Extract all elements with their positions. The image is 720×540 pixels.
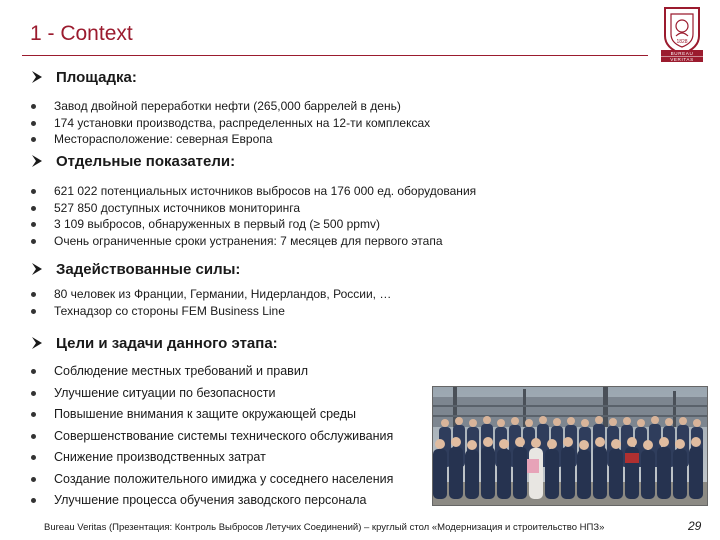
bullet-dot-icon bbox=[31, 137, 36, 142]
bullet-dot-icon bbox=[31, 391, 36, 396]
section-title: Площадка: bbox=[56, 69, 137, 86]
arrow-bullet-icon bbox=[30, 336, 44, 350]
list-item: 80 человек из Франции, Германии, Нидерландов, России, … bbox=[30, 286, 391, 303]
arrow-bullet-icon bbox=[30, 154, 44, 168]
section-title: Задействованные силы: bbox=[56, 261, 241, 278]
bullet-dot-icon bbox=[31, 434, 36, 439]
bullet-dot-icon bbox=[31, 239, 36, 244]
arrow-bullet-icon bbox=[30, 70, 44, 84]
bullet-dot-icon bbox=[31, 309, 36, 314]
section-title: Цели и задачи данного этапа: bbox=[56, 335, 278, 352]
bullet-dot-icon bbox=[31, 121, 36, 126]
arrow-bullet-icon bbox=[30, 262, 44, 276]
list-item: Месторасположение: северная Европа bbox=[30, 131, 430, 148]
footer-text: Bureau Veritas (Презентация: Контроль Выбросов Летучих Соединений) – круглый стол «Модернизация и строительство НПЗ» bbox=[44, 522, 605, 533]
list-item: Соблюдение местных требований и правил bbox=[30, 361, 393, 383]
list-item: Улучшение ситуации по безопасности bbox=[30, 383, 393, 405]
logo-year: 1828 bbox=[676, 39, 688, 45]
bullet-dot-icon bbox=[31, 455, 36, 460]
list-item: Завод двойной переработки нефти (265,000 баррелей в день) bbox=[30, 98, 430, 115]
title-divider bbox=[22, 55, 648, 56]
list-item: 621 022 потенциальных источников выбросов на 176 000 ед. оборудования bbox=[30, 183, 476, 200]
bullet-dot-icon bbox=[31, 292, 36, 297]
list-item: Совершенствование системы технического обслуживания bbox=[30, 426, 393, 448]
section-title: Отдельные показатели: bbox=[56, 153, 236, 170]
team-photo-illustration bbox=[433, 387, 707, 505]
bullet-dot-icon bbox=[31, 369, 36, 374]
logo-text-bureau: BUREAU bbox=[670, 50, 694, 56]
team-group-photo bbox=[432, 386, 708, 506]
list-item: Снижение производственных затрат bbox=[30, 447, 393, 469]
bureau-veritas-logo bbox=[657, 6, 707, 62]
section-resources bbox=[30, 260, 391, 319]
list-item: 174 установки производства, распределенных на 12-ти комплексах bbox=[30, 115, 430, 132]
bullet-dot-icon bbox=[31, 189, 36, 194]
list-item: 527 850 доступных источников мониторинга bbox=[30, 200, 476, 217]
list-item: 3 109 выбросов, обнаруженных в первый год (≥ 500 ppmv) bbox=[30, 216, 476, 233]
logo-text-veritas: VERITAS bbox=[670, 56, 694, 62]
bullet-dot-icon bbox=[31, 206, 36, 211]
bullet-dot-icon bbox=[31, 477, 36, 482]
slide-title: 1 - Context bbox=[30, 22, 133, 45]
list-item: Повышение внимания к защите окружающей среды bbox=[30, 404, 393, 426]
list-item: Очень ограниченные сроки устранения: 7 месяцев для первого этапа bbox=[30, 233, 476, 250]
section-indicators bbox=[30, 152, 476, 249]
bullet-dot-icon bbox=[31, 222, 36, 227]
list-item: Создание положительного имиджа у соседнего населения bbox=[30, 469, 393, 491]
page-number: 29 bbox=[688, 519, 702, 533]
list-item: Улучшение процесса обучения заводского персонала bbox=[30, 490, 393, 512]
section-site bbox=[30, 68, 430, 148]
bullet-dot-icon bbox=[31, 104, 36, 109]
bullet-dot-icon bbox=[31, 498, 36, 503]
section-goals bbox=[30, 334, 393, 512]
list-item: Технадзор со стороны FEM Business Line bbox=[30, 303, 391, 320]
bullet-dot-icon bbox=[31, 412, 36, 417]
